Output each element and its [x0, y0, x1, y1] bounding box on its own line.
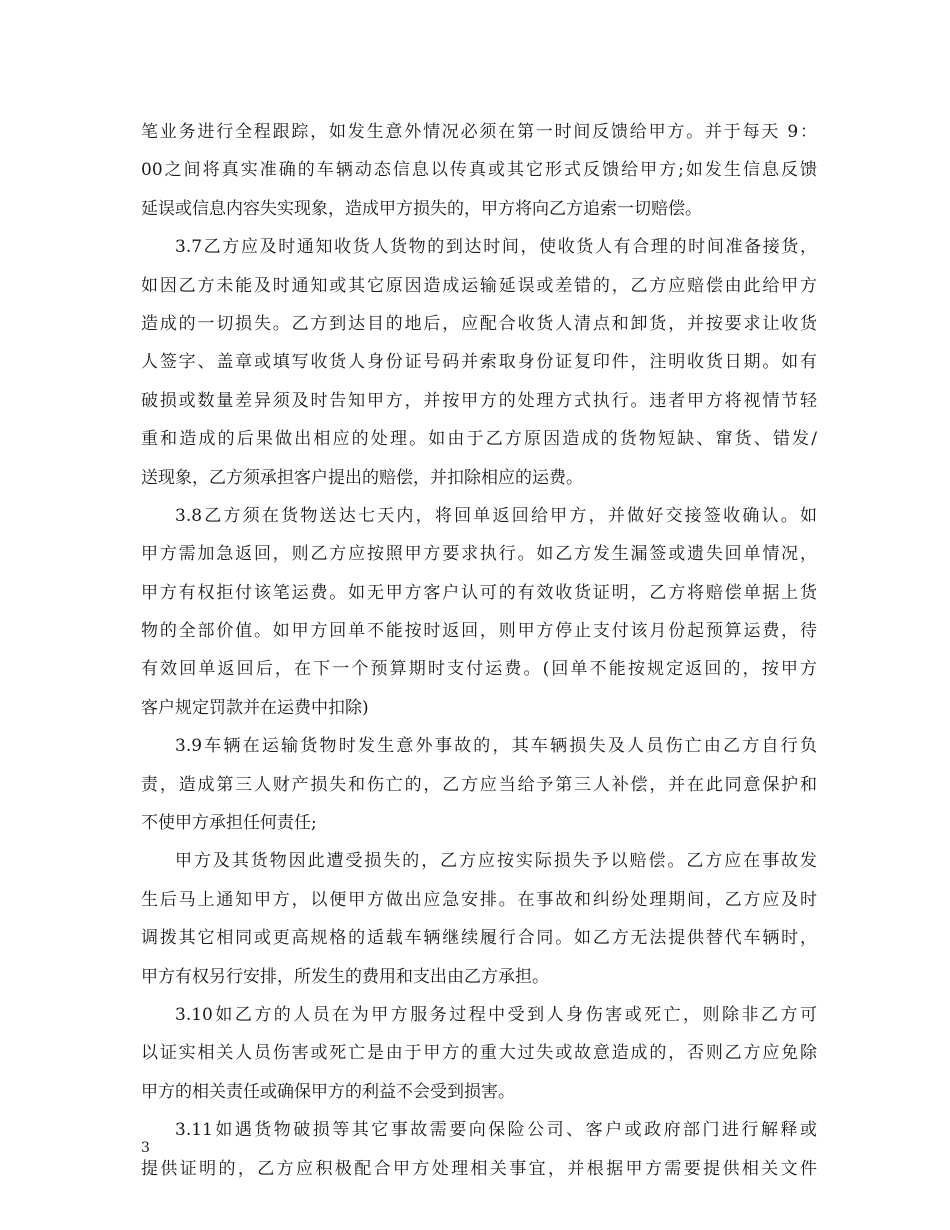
text-line: 破损或数量差异须及时告知甲方，并按甲方的处理方式执行。违者甲方将视情节轻: [141, 390, 817, 411]
text-line: 物的全部价值。如甲方回单不能按时返回，则甲方停止支付该月份起预算运费，待: [141, 621, 817, 642]
text-line: 送现象，乙方须承担客户提出的赔偿，并扣除相应的运费。: [141, 467, 583, 488]
text-line: 3.7乙方应及时通知收货人货物的到达时间，使收货人有合理的时间准备接货，: [175, 237, 817, 258]
text-line: 3.10如乙方的人员在为甲方服务过程中受到人身伤害或死亡，则除非乙方可: [175, 1004, 817, 1025]
text-line: 甲方有权拒付该笔运费。如无甲方客户认可的有效收货证明，乙方将赔偿单据上货: [141, 582, 817, 603]
text-line: 00之间将真实准确的车辆动态信息以传真或其它形式反馈给甲方;如发生信息反馈: [141, 160, 817, 181]
text-line: 以证实相关人员伤害或死亡是由于甲方的重大过失或故意造成的，否则乙方应免除: [141, 1043, 817, 1064]
text-line: 3.11如遇货物破损等其它事故需要向保险公司、客户或政府部门进行解释或: [175, 1120, 817, 1141]
document-body: [141, 113, 817, 1188]
text-line: 甲方有权另行安排，所发生的费用和支出由乙方承担。: [141, 966, 549, 987]
text-line: 有效回单返回后，在下一个预算期时支付运费。(回单不能按规定返回的，按甲方: [141, 659, 817, 680]
text-line: 重和造成的后果做出相应的处理。如由于乙方原因造成的货物短缺、窜货、错发/: [141, 429, 817, 450]
text-line: 生后马上通知甲方，以便甲方做出应急安排。在事故和纠纷处理期间，乙方应及时: [141, 889, 817, 910]
text-line: 3.8乙方须在货物送达七天内，将回单返回给甲方，并做好交接签收确认。如: [175, 505, 817, 526]
text-line: 3.9车辆在运输货物时发生意外事故的，其车辆损失及人员伤亡由乙方自行负: [175, 736, 817, 757]
text-line: 客户规定罚款并在运费中扣除): [141, 697, 369, 718]
text-line: 不使甲方承担任何责任;: [141, 813, 317, 834]
text-line: 笔业务进行全程跟踪，如发生意外情况必须在第一时间反馈给甲方。并于每天 9：: [141, 122, 817, 142]
text-line: 提供证明的，乙方应积极配合甲方处理相关事宜，并根据甲方需要提供相关文件: [141, 1158, 817, 1179]
text-line: 甲方需加急返回，则乙方应按照甲方要求执行。如乙方发生漏签或遗失回单情况，: [141, 544, 817, 565]
text-line: 如因乙方未能及时通知或其它原因造成运输延误或差错的，乙方应赔偿由此给甲方: [141, 275, 817, 296]
text-line: 延误或信息内容失实现象，造成甲方损失的，甲方将向乙方追索一切赔偿。: [141, 198, 702, 219]
text-line: 甲方及其货物因此遭受损失的，乙方应按实际损失予以赔偿。乙方应在事故发: [175, 851, 817, 872]
text-line: 甲方的相关责任或确保甲方的利益不会受到损害。: [141, 1081, 515, 1102]
text-line: 人签字、盖章或填写收货人身份证号码并索取身份证复印件，注明收货日期。如有: [141, 352, 817, 373]
text-line: 责，造成第三人财产损失和伤亡的，乙方应当给予第三人补偿，并在此同意保护和: [141, 774, 817, 795]
text-line: 造成的一切损失。乙方到达目的地后，应配合收货人清点和卸货，并按要求让收货: [141, 313, 817, 334]
page-number: 3: [141, 1140, 150, 1156]
text-line: 调拨其它相同或更高规格的适载车辆继续履行合同。如乙方无法提供替代车辆时，: [141, 928, 817, 949]
